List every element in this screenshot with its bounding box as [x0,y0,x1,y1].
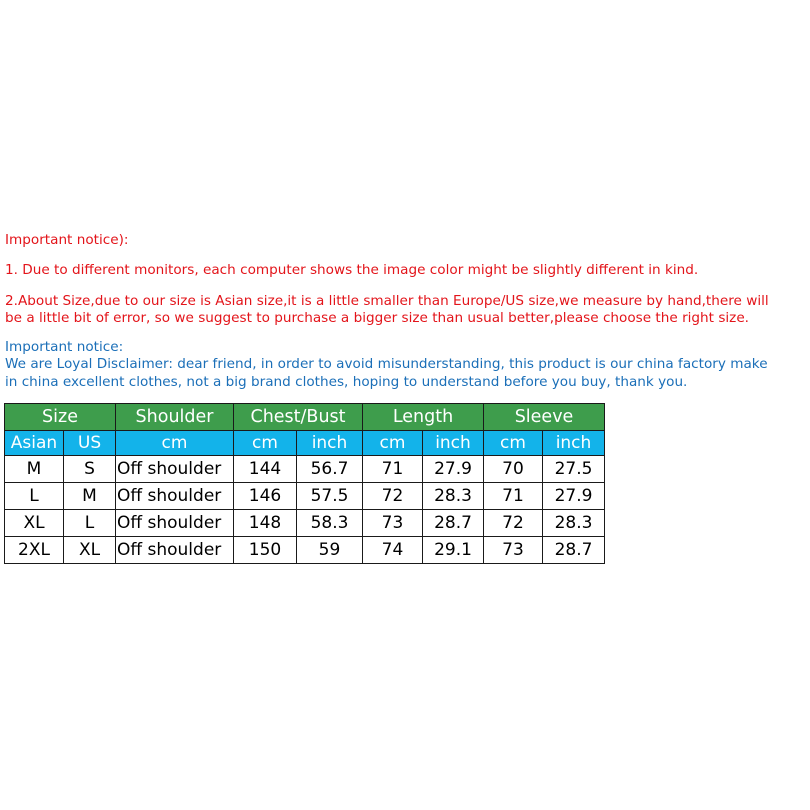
cell-asian: XL [5,510,64,537]
cell-sleeve-cm: 71 [484,483,543,510]
cell-length-inch: 28.3 [423,483,484,510]
sub-header-row [5,431,605,456]
cell-sleeve-inch: 27.9 [543,483,605,510]
table-row [5,510,605,537]
cell-chest-cm: 144 [234,456,297,483]
cell-shoulder: Off shoulder [116,510,234,537]
subheader-chest-inch: inch [297,431,363,456]
cell-us: XL [64,537,116,564]
subheader-us: US [64,431,116,456]
cell-us: M [64,483,116,510]
important-notice-title-red: Important notice): [5,232,129,248]
notice-point-1: 1. Due to different monitors, each computer shows the image color might be slightly different in kind. [5,262,699,278]
cell-sleeve-inch: 27.5 [543,456,605,483]
cell-us: L [64,510,116,537]
cell-sleeve-cm: 70 [484,456,543,483]
subheader-sleeve-cm: cm [484,431,543,456]
cell-shoulder: Off shoulder [116,483,234,510]
subheader-shoulder-unit: cm [116,431,234,456]
header-chest-bust: Chest/Bust [234,404,363,431]
subheader-length-inch: inch [423,431,484,456]
cell-length-cm: 74 [363,537,423,564]
cell-asian: L [5,483,64,510]
size-chart-table [4,403,605,564]
header-length: Length [363,404,484,431]
cell-length-cm: 73 [363,510,423,537]
disclaimer-line-1: We are Loyal Disclaimer: dear friend, in order to avoid misunderstanding, this product is our china factory make [5,356,768,372]
disclaimer-line-2: in china excellent clothes, not a big brand clothes, hoping to understand before you buy, thank you. [5,374,688,390]
table-row [5,456,605,483]
header-size: Size [5,404,116,431]
cell-shoulder: Off shoulder [116,456,234,483]
cell-asian: M [5,456,64,483]
cell-length-inch: 28.7 [423,510,484,537]
cell-chest-cm: 150 [234,537,297,564]
cell-us: S [64,456,116,483]
table-row [5,537,605,564]
cell-chest-cm: 146 [234,483,297,510]
subheader-length-cm: cm [363,431,423,456]
cell-asian: 2XL [5,537,64,564]
subheader-chest-cm: cm [234,431,297,456]
cell-chest-inch: 57.5 [297,483,363,510]
cell-sleeve-inch: 28.7 [543,537,605,564]
cell-sleeve-cm: 73 [484,537,543,564]
cell-chest-inch: 59 [297,537,363,564]
cell-sleeve-cm: 72 [484,510,543,537]
cell-length-cm: 71 [363,456,423,483]
cell-length-inch: 29.1 [423,537,484,564]
cell-chest-inch: 56.7 [297,456,363,483]
header-sleeve: Sleeve [484,404,605,431]
important-notice-title-blue: Important notice: [5,339,124,355]
subheader-asian: Asian [5,431,64,456]
cell-chest-cm: 148 [234,510,297,537]
cell-sleeve-inch: 28.3 [543,510,605,537]
header-shoulder: Shoulder [116,404,234,431]
subheader-sleeve-inch: inch [543,431,605,456]
table-row [5,483,605,510]
cell-shoulder: Off shoulder [116,537,234,564]
notice-point-2-line-2: be a little bit of error, so we suggest to purchase a bigger size than usual better,please choose the right size. [5,310,750,326]
cell-chest-inch: 58.3 [297,510,363,537]
cell-length-cm: 72 [363,483,423,510]
cell-length-inch: 27.9 [423,456,484,483]
header-group-row [5,404,605,431]
notice-point-2-line-1: 2.About Size,due to our size is Asian size,it is a little smaller than Europe/US size,we measure by hand,there will [5,293,769,309]
